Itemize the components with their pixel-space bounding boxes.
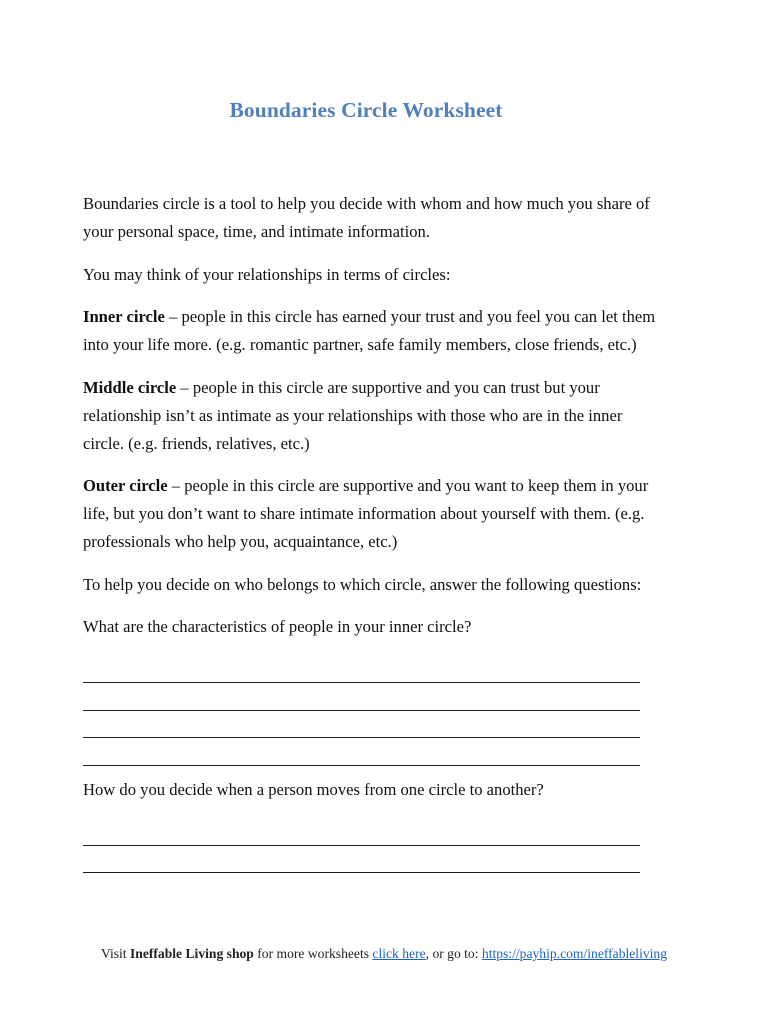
footer-brand: Ineffable Living shop [129,946,254,961]
instructions-paragraph: To help you decide on who belongs to which circle, answer the following questions: [83,574,642,594]
answer-line[interactable] [83,818,640,846]
middle-circle-description: – people in this circle are supportive and you can trust but your relationship isn’t as intimate as your relationships with those who are in the inner circle. (e.g. friends, relatives, etc.) [83,377,623,453]
middle-circle-definition [83,374,663,458]
footer-middle: for more worksheets [253,946,373,961]
footer-goto: , or go to: [425,946,482,961]
middle-circle-term: Middle circle [83,377,177,397]
worksheet-body [83,190,663,883]
answer-line[interactable] [83,711,640,739]
footer-prefix: Visit [100,946,130,961]
shop-url-link[interactable]: https://payhip.com/ineffableliving [481,946,668,961]
click-here-link[interactable]: click here [372,946,426,961]
footer [0,946,768,962]
inner-circle-description: – people in this circle has earned your trust and you feel you can let them into your life more. (e.g. romantic partner, safe family members, close friends, etc.) [83,307,656,354]
answer-line[interactable] [83,846,640,874]
intro-paragraph: Boundaries circle is a tool to help you decide with whom and how much you share of your personal space, time, and intimate information. [83,194,650,241]
inner-circle-definition [83,303,663,359]
outer-circle-description: – people in this circle are supportive and you want to keep them in your life, but you don’t want to share intimate information about yourself with them. (e.g. professionals who help you, acquaintance, etc.) [83,476,649,551]
outer-circle-term: Outer circle [83,476,168,495]
outer-circle-definition [83,472,663,556]
page-title: Boundaries Circle Worksheet [229,98,503,122]
question-1: What are the characteristics of people in your inner circle? [83,617,472,636]
circles-intro: You may think of your relationships in terms of circles: [83,264,451,284]
question-2: How do you decide when a person moves from one circle to another? [83,779,544,799]
answer-area-2[interactable] [83,818,663,873]
inner-circle-term: Inner circle [83,307,165,326]
answer-area-1[interactable] [83,656,663,766]
answer-line[interactable] [83,656,640,684]
answer-line[interactable] [83,738,640,766]
answer-line[interactable] [83,683,640,711]
